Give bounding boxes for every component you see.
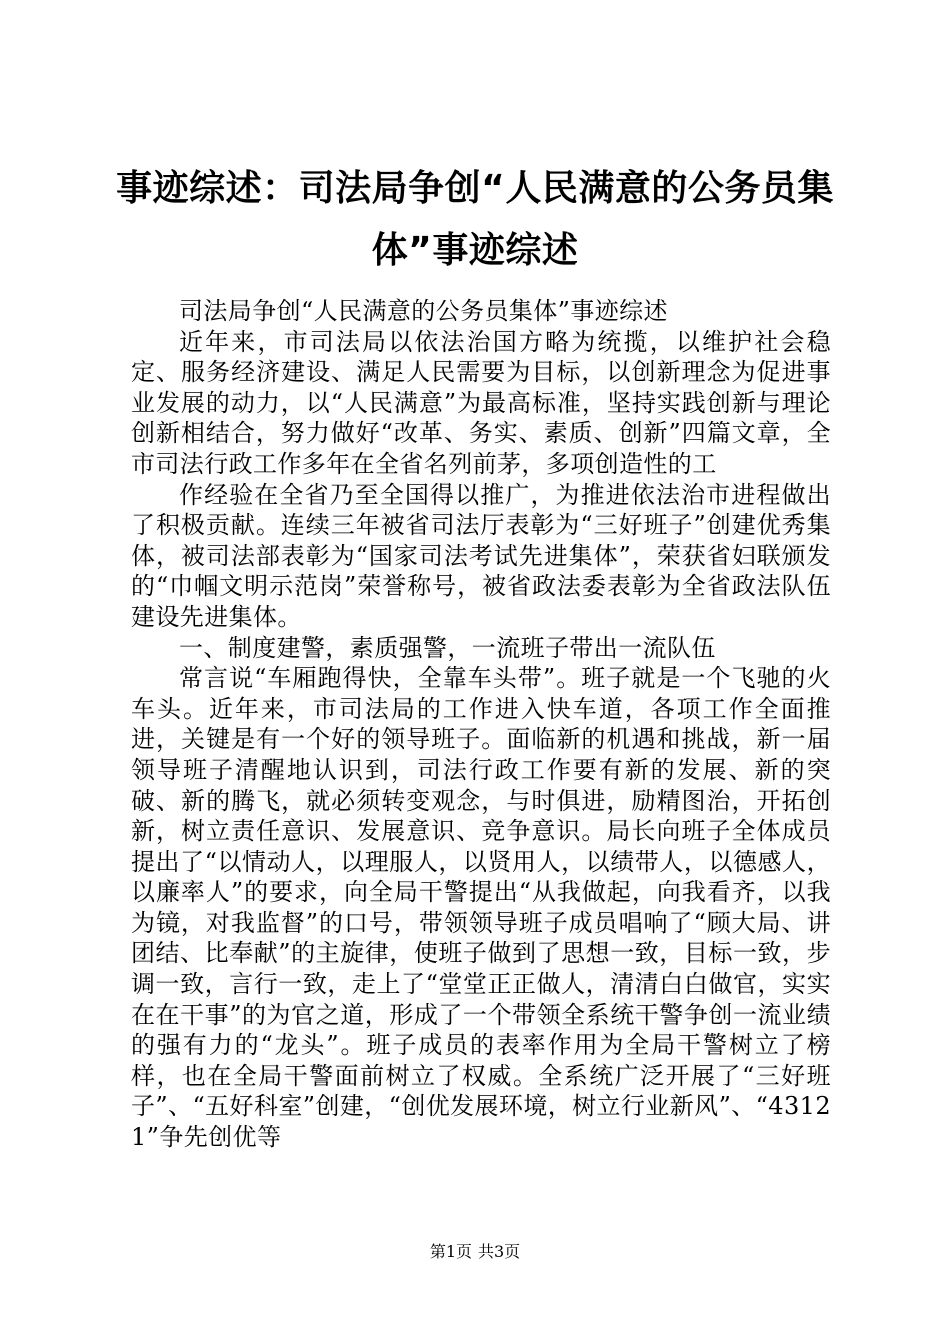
document-title: 事迹综述：司法局争创“人民满意的公务员集体”事迹综述 bbox=[116, 168, 834, 271]
document-body bbox=[131, 296, 831, 1153]
page-number: 第1页 bbox=[429, 1242, 472, 1261]
paragraph-subtitle: 司法局争创“人民满意的公务员集体”事迹综述 bbox=[179, 297, 668, 325]
section-heading-1: 一、制度建警，素质强警，一流班子带出一流队伍 bbox=[179, 633, 716, 662]
paragraph-achievements: 作经验在全省乃至全国得以推广，为推进依法治市进程做出了积极贡献。连续三年被省司法厅表彰为“三好班子”创建优秀集体，被司法部表彰为“国家司法考试先进集体”，荣获省妇联颁发的“巾帼文明示范岗”荣誉称号，被省政法委表彰为全省政法队伍建设先进集体。 bbox=[131, 480, 831, 631]
paragraph-leadership: 常言说“车厢跑得快，全靠车头带”。班子就是一个飞驰的火车头。近年来，市司法局的工作进入快车道，各项工作全面推进，关键是有一个好的领导班子。面临新的机遇和挑战，新一届领导班子清醒地认识到，司法行政工作要有新的发展、新的突破、新的腾飞，就必须转变观念，与时俱进，励精图治，开拓创新，树立责任意识、发展意识、竞争意识。局长向班子全体成员提出了“以情动人，以理服人，以贤用人，以绩带人，以德感人，以廉率人”的要求，向全局干警提出“从我做起，向我看齐，以我为镜，对我监督”的口号，带领领导班子成员唱响了“顾大局、讲团结、比奉献”的主旋律，使班子做到了思想一致，目标一致，步调一致，言行一致，走上了“堂堂正正做人，清清白白做官，实实在在干事”的为官之道，形成了一个带领全系统干警争创一流业绩的强有力的“龙头”。班子成员的表率作用为全局干警树立了榜样，也在全局干警面前树立了权威。全系统广泛开展了“三好班子”、“五好科室”创建，“创优发展环境，树立行业新风”、“43121”争先创优等 bbox=[131, 664, 831, 1152]
page-footer bbox=[0, 1242, 950, 1262]
page-total: 共3页 bbox=[478, 1242, 521, 1261]
paragraph-intro: 近年来，市司法局以依法治国方略为统揽，以维护社会稳定、服务经济建设、满足人民需要为目标，以创新理念为促进事业发展的动力，以“人民满意”为最高标准，坚持实践创新与理论创新相结合，努力做好“改革、务实、素质、创新”四篇文章，全市司法行政工作多年在全省名列前茅，多项创造性的工 bbox=[131, 327, 831, 478]
